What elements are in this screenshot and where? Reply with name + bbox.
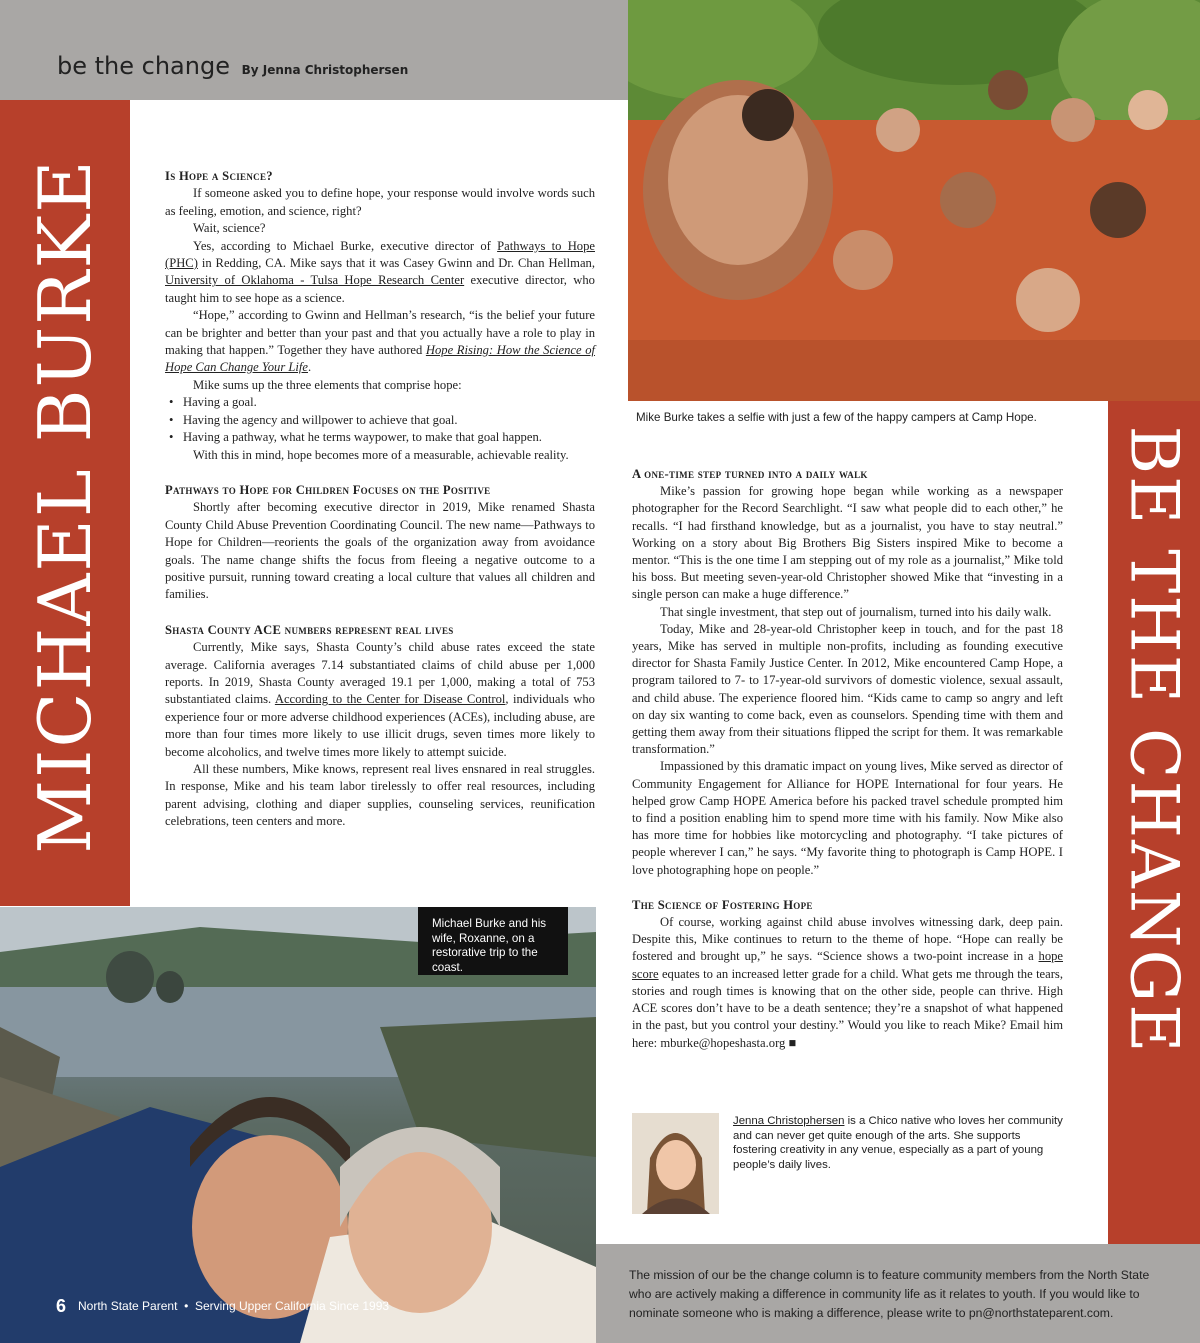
byline: By Jenna Christophersen xyxy=(241,63,409,77)
text-run: Yes, according to Michael Burke, executive director of xyxy=(193,238,498,253)
paragraph: All these numbers, Mike knows, represent real lives ensnared in real struggles. In response, Mike and his team labor tirelessly to offer real resources, including parent advising, clothing and diaper supplies, counseling services, reunification celebrations, teen centers and more. xyxy=(165,762,595,829)
paragraph: If someone asked you to define hope, your response would involve words such as feeling, emotion, and science, right? xyxy=(165,186,595,218)
left-article-column xyxy=(165,168,595,831)
paragraph: With this in mind, hope becomes more of a measurable, achievable reality. xyxy=(193,447,569,462)
text-run: , individuals who experience four or more adverse childhood experiences (ACEs), including abuse, are more than four times more likely to use illicit drugs, seven times more likely to become alcoholics, and twelve times more likely to attempt suicide. xyxy=(165,692,595,759)
paragraph xyxy=(165,307,595,377)
header-band xyxy=(0,0,628,100)
pathways-to-hope-link[interactable]: Pathways to Hope (PHC) xyxy=(165,238,595,271)
page-number: 6 xyxy=(56,1296,67,1316)
paragraph: Mike’s passion for growing hope began while working as a newspaper photographer for the Record Searchlight. “I saw what people did to each other,” he recalls. “I had firsthand knowledge, but as a journalist, you have to stay neutral.” Working on a story about Big Brothers Big Sisters inspired Mike to become a mentor. “This is the one time I am stepping out of my role as a journalist,” Mike told his boss. But meeting seven-year-old Christopher showed Mike that “investing in a single person can make a huge difference.” xyxy=(632,484,1063,602)
paragraph: Impassioned by this dramatic impact on young lives, Mike served as director of Community Engagement for Alliance for HOPE International for four years. He helped grow Camp HOPE America before his packed travel schedule prompted him to find a position enabling him to spend more time with his family. Now Mike also has more time for hobbies like motorcycling and photography. “I take pictures of people wherever I can,” he says. “My favorite thing to photograph is Camp HOPE. I love photographing hope on people.” xyxy=(632,759,1063,877)
author-photo-art xyxy=(632,1113,719,1214)
campers-photo xyxy=(628,0,1200,401)
publication-name: North State Parent xyxy=(78,1299,178,1313)
banner-title-text: BE THE CHANGE xyxy=(1115,425,1193,1055)
column-title xyxy=(57,52,408,80)
paragraph xyxy=(165,238,595,308)
section-heading: Pathways to Hope for Children Focuses on the Positive xyxy=(165,482,491,497)
footer-separator: • xyxy=(184,1299,189,1313)
right-article-column xyxy=(632,466,1063,1052)
campers-photo-art xyxy=(628,0,1200,401)
text-run: Of course, working against child abuse involves witnessing dark, deep pain. Despite this, Mike continues to return to the theme of hope. “Hope can really be fostered and brought up,” he says. “Science shows a two-point increase in a xyxy=(632,915,1063,964)
paragraph: Shortly after becoming executive director in 2019, Mike renamed Shasta County Child Abuse Prevention Coordinating Council. The new name—Pathways to Hope for Children—reorients the goals of the organization away from avoidance goals. The name change shifts the focus from fleeing a negative outcome to a positive pursuit, running toward creating a local culture that values all children and families. xyxy=(165,500,595,602)
section-heading: Is Hope a Science? xyxy=(165,169,273,183)
list-item: • Having a pathway, what he terms waypower, to make that goal happen. xyxy=(181,429,595,446)
mission-statement-box xyxy=(596,1244,1200,1343)
hope-research-center-link[interactable]: University of Oklahoma - Tulsa Hope Research Center xyxy=(165,273,465,288)
text-run: “Hope,” according to Gwinn and Hellman’s research, “is the belief your future can be brighter and better than your past and that you actually have a role to play in making that happen.” Together they have authored xyxy=(165,308,595,358)
text-run: . xyxy=(307,360,312,375)
section-heading: A one-time step turned into a daily walk xyxy=(632,467,868,481)
paragraph: Wait, science? xyxy=(193,221,266,236)
paragraph xyxy=(165,639,595,761)
list-item: • Having a goal. xyxy=(181,394,595,411)
hope-rising-book-link[interactable]: Hope Rising: How the Science of Hope Can Change Your Life xyxy=(165,343,596,375)
section-heading: The Science of Fostering Hope xyxy=(632,897,813,912)
author-bio-text: is a Chico native who loves her community and can never get quite enough of the arts. She supports fostering creativity in any venue, especially as a part of young people’s daily lives. xyxy=(733,1115,1063,1171)
mission-text: The mission of our be the change column is to feature community members from the North State who are actively making a difference in community life as it relates to youth. If you would like to nominate someone who is making a difference, please write to pn@northstateparent.com. xyxy=(629,1268,1150,1321)
paragraph xyxy=(632,914,1063,1052)
cdc-link[interactable]: According to the Center for Disease Control xyxy=(274,692,506,707)
campers-caption: Mike Burke takes a selfie with just a few of the happy campers at Camp Hope. xyxy=(636,411,1037,424)
paragraph: Today, Mike and 28-year-old Christopher keep in touch, and for the past 18 years, Mike has served in multiple non-profits, including as founding executive director for Shasta Family Justice Center. In 2012, Mike encountered Camp Hope, a program tailored to 7- to 17-year-old survivors of domestic violence, sexual assault, and child abuse. The experience floored him. “Kids came to camp so angry and left on day six wanting to come back, even as counselors. Spending time with them and getting them away from their situations flipped the script for them. It was remarkable transformation.” xyxy=(632,621,1063,757)
column-title-text: be the change xyxy=(57,52,230,80)
hope-score-link[interactable]: hope score xyxy=(632,949,1063,981)
publication-tagline: Serving Upper California Since 1993 xyxy=(194,1299,390,1313)
text-run: executive director, who taught him to see hope as a science. xyxy=(165,273,595,305)
text-run: in Redding, CA. Mike says that it was Casey Gwinn and Dr. Chan Hellman, xyxy=(197,256,595,271)
paragraph: That single investment, that step out of journalism, turned into his daily walk. xyxy=(660,604,1052,619)
text-run: Currently, Mike says, Shasta County’s child abuse rates exceed the state average. California averages 7.14 substantiated claims of child abuse per 1,000 reports. In 2019, Shasta County averaged 19.1 per 1,000, making a total of 753 substantiated claims. xyxy=(165,640,595,707)
author-name-link[interactable]: Jenna Christophersen xyxy=(733,1115,845,1127)
paragraph: Mike sums up the three elements that comprise hope: xyxy=(193,377,462,392)
coast-caption: Michael Burke and his wife, Roxanne, on a restorative trip to the coast. xyxy=(418,907,568,975)
author-bio xyxy=(733,1114,1063,1172)
section-heading: Shasta County ACE numbers represent real lives xyxy=(165,622,454,637)
list-item: • Having the agency and willpower to achieve that goal. xyxy=(181,412,595,429)
hope-elements-list xyxy=(165,394,595,446)
banner-name-text: MICHAEL BURKE xyxy=(23,158,107,854)
page-footer xyxy=(56,1296,389,1317)
text-run: equates to an increased letter grade for a child. What gets me through the tears, stories and rough times is knowing that on the other side, people can thrive. High ACE scores don’t have to be a death sentence; they’re a snapshot of what happened in the past, but you control your destiny.” Would you like to reach Mike? Email him here: mburke@hopeshasta.org ■ xyxy=(632,966,1063,1050)
author-photo xyxy=(632,1113,719,1214)
